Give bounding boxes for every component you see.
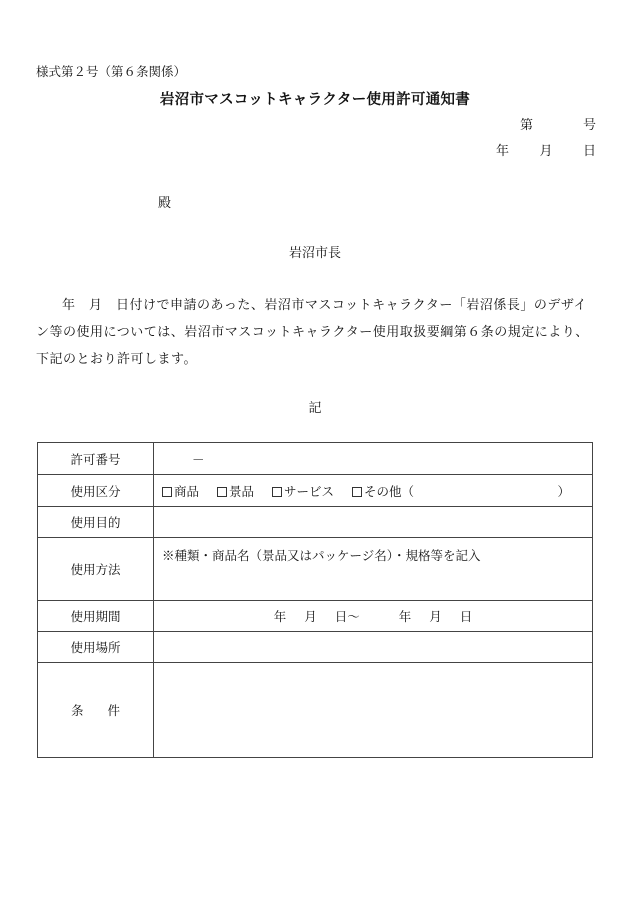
option-prize[interactable]: 景品 xyxy=(217,484,254,499)
checkbox-icon[interactable] xyxy=(217,487,227,497)
row-label: 使用区分 xyxy=(38,475,154,507)
addressee: 殿 xyxy=(158,196,172,211)
issuer: 岩沼市長 xyxy=(288,246,341,261)
table-row-usage-place xyxy=(38,632,593,663)
checkbox-icon[interactable] xyxy=(352,487,362,497)
doc-number-suffix: 号 xyxy=(582,118,596,133)
form-number-label: 様式第２号（第６条関係） xyxy=(36,64,187,79)
row-label-conditions: 条 件 xyxy=(38,663,154,758)
usage-period-value: 年 月 日～ 年 月 日 xyxy=(154,601,593,632)
row-label: 使用方法 xyxy=(38,538,154,601)
other-close-paren: ） xyxy=(557,483,570,499)
table-row-usage-purpose xyxy=(38,507,593,538)
notice-body xyxy=(36,292,598,373)
usage-purpose-value xyxy=(154,507,593,538)
table-row-usage-method xyxy=(38,538,593,601)
row-label: 許可番号 xyxy=(38,443,154,475)
checkbox-icon[interactable] xyxy=(162,487,172,497)
doc-number-prefix: 第 xyxy=(520,118,534,133)
usage-method-note: ※種類・商品名（景品又はパッケージ名）・規格等を記入 xyxy=(154,538,593,601)
option-service[interactable]: サービス xyxy=(272,484,334,499)
doc-date-month: 月 xyxy=(539,144,553,159)
doc-date-year: 年 xyxy=(496,144,510,159)
notice-body-text: 年 月 日付けで申請のあった、岩沼市マスコットキャラクター「岩沼係長」のデザイン等の使用については、岩沼市マスコットキャラクター使用取扱要綱第６条の規定により、下記のとおり許可します。 xyxy=(36,298,589,367)
document-date xyxy=(496,140,596,159)
permit-details-table xyxy=(37,442,593,758)
usage-category-options xyxy=(154,475,593,507)
doc-date-day: 日 xyxy=(582,144,596,159)
table-row-usage-category xyxy=(38,475,593,507)
row-label: 使用期間 xyxy=(38,601,154,632)
conditions-value xyxy=(154,663,593,758)
ki-heading: 記 xyxy=(308,401,322,416)
option-other[interactable]: その他（ xyxy=(352,484,414,499)
table-row-permit-number xyxy=(38,443,593,475)
usage-place-value xyxy=(154,632,593,663)
table-row-conditions xyxy=(38,663,593,758)
document-number xyxy=(520,114,596,133)
table-row-usage-period xyxy=(38,601,593,632)
document-title: 岩沼市マスコットキャラクター使用許可通知書 xyxy=(159,91,471,108)
row-label: 使用目的 xyxy=(38,507,154,538)
row-label: 使用場所 xyxy=(38,632,154,663)
checkbox-icon[interactable] xyxy=(272,487,282,497)
option-product[interactable]: 商品 xyxy=(162,484,199,499)
permit-number-value: － xyxy=(154,443,593,475)
